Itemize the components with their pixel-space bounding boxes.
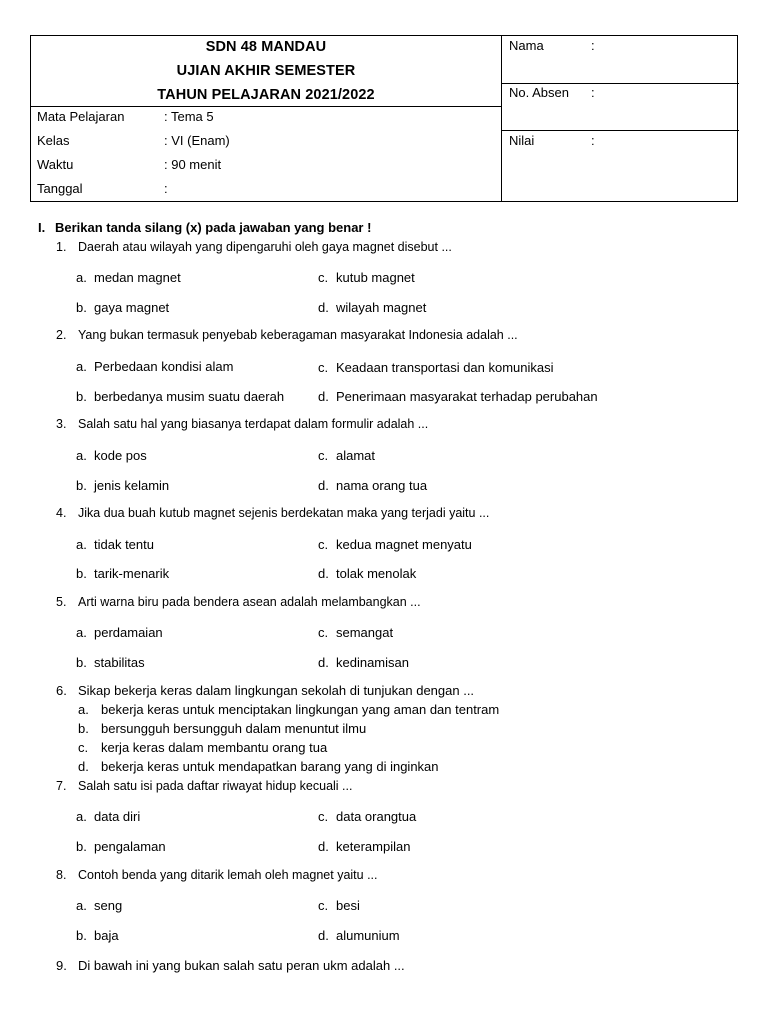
option-2c[interactable]: c. Keadaan transportasi dan komunikasi [318, 360, 554, 375]
option-6d[interactable]: d. bekerja keras untuk mendapatkan barang yang di inginkan [78, 759, 439, 774]
section-instruction-text: Berikan tanda silang (x) pada jawaban yang benar ! [55, 220, 372, 235]
question-text: Di bawah ini yang bukan salah satu peran ukm adalah ... [78, 958, 405, 973]
question-4 [56, 506, 489, 520]
option-6c[interactable]: c. kerja keras dalam membantu orang tua [78, 740, 328, 755]
option-1b[interactable]: b. gaya magnet [76, 300, 170, 315]
option-8b[interactable]: b. baja [76, 928, 119, 943]
option-1a[interactable]: a. medan magnet [76, 270, 181, 285]
question-text: Daerah atau wilayah yang dipengaruhi oleh gaya magnet disebut ... [78, 240, 452, 254]
option-1d[interactable]: d. wilayah magnet [318, 300, 427, 315]
score-field[interactable]: : [591, 133, 595, 148]
question-5 [56, 595, 421, 609]
option-5a[interactable]: a. perdamaian [76, 625, 163, 640]
option-4c[interactable]: c. kedua magnet menyatu [318, 537, 472, 552]
meta-value-date: : [164, 181, 168, 196]
option-3b[interactable]: b. jenis kelamin [76, 478, 170, 493]
header-divider-left [31, 106, 501, 107]
header-divider-right-2 [501, 130, 739, 131]
option-7b[interactable]: b. pengalaman [76, 839, 166, 854]
meta-label-time: Waktu [37, 157, 74, 172]
option-5c[interactable]: c. semangat [318, 625, 394, 640]
question-number: 4. [56, 506, 67, 520]
option-6b[interactable]: b. bersungguh bersungguh dalam menuntut ilmu [78, 721, 367, 736]
option-8c[interactable]: c. besi [318, 898, 360, 913]
option-7c[interactable]: c. data orangtua [318, 809, 417, 824]
question-number: 7. [56, 779, 67, 793]
section-number: I. [38, 220, 46, 235]
option-6a[interactable]: a. bekerja keras untuk menciptakan lingkungan yang aman dan tentram [78, 702, 500, 717]
name-field[interactable]: : [591, 38, 595, 53]
option-5d[interactable]: d. kedinamisan [318, 655, 409, 670]
option-8d[interactable]: d. alumunium [318, 928, 400, 943]
absen-field[interactable]: : [591, 85, 595, 100]
header-divider-right-1 [501, 83, 739, 84]
question-number: 9. [56, 958, 67, 973]
question-2 [56, 328, 518, 342]
option-2b[interactable]: b. berbedanya musim suatu daerah [76, 389, 285, 404]
meta-label-class: Kelas [37, 133, 70, 148]
option-5b[interactable]: b. stabilitas [76, 655, 145, 670]
option-7d[interactable]: d. keterampilan [318, 839, 411, 854]
score-field-label: Nilai [509, 133, 535, 148]
question-8 [56, 868, 378, 882]
question-text: Jika dua buah kutub magnet sejenis berdekatan maka yang terjadi yaitu ... [78, 506, 490, 520]
question-text: Sikap bekerja keras dalam lingkungan sekolah di tunjukan dengan ... [78, 683, 475, 698]
meta-label-date: Tanggal [37, 181, 83, 196]
exam-header-table [30, 35, 738, 202]
option-4a[interactable]: a. tidak tentu [76, 537, 154, 552]
question-number: 3. [56, 417, 67, 431]
section-instruction [38, 220, 371, 235]
option-4b[interactable]: b. tarik-menarik [76, 566, 170, 581]
question-text: Contoh benda yang ditarik lemah oleh magnet yaitu ... [78, 868, 378, 882]
question-text: Yang bukan termasuk penyebab keberagaman masyarakat Indonesia adalah ... [78, 328, 518, 342]
academic-year: TAHUN PELAJARAN 2021/2022 [157, 87, 375, 103]
question-number: 2. [56, 328, 67, 342]
question-3 [56, 417, 428, 431]
question-text: Arti warna biru pada bendera asean adalah melambangkan ... [78, 595, 421, 609]
question-text: Salah satu hal yang biasanya terdapat dalam formulir adalah ... [78, 417, 429, 431]
question-number: 1. [56, 240, 67, 254]
option-2a[interactable]: a. Perbedaan kondisi alam [76, 359, 234, 374]
question-number: 6. [56, 683, 67, 698]
question-6 [56, 683, 474, 698]
school-name: SDN 48 MANDAU [205, 39, 327, 55]
question-text: Salah satu isi pada daftar riwayat hidup kecuali ... [78, 779, 353, 793]
question-number: 5. [56, 595, 67, 609]
header-divider-vertical [501, 36, 502, 201]
question-7 [56, 779, 352, 793]
meta-value-time: : 90 menit [164, 157, 222, 172]
option-3d[interactable]: d. nama orang tua [318, 478, 428, 493]
option-4d[interactable]: d. tolak menolak [318, 566, 417, 581]
option-3a[interactable]: a. kode pos [76, 448, 147, 463]
name-field-label: Nama [509, 38, 544, 53]
question-1 [56, 240, 452, 254]
exam-title: UJIAN AKHIR SEMESTER [176, 63, 356, 79]
option-1c[interactable]: c. kutub magnet [318, 270, 415, 285]
meta-value-class: : VI (Enam) [164, 133, 230, 148]
question-9 [56, 958, 405, 973]
absen-field-label: No. Absen [509, 85, 569, 100]
option-2d[interactable]: d. Penerimaan masyarakat terhadap perubahan [318, 389, 598, 404]
meta-value-subject: : Tema 5 [164, 109, 214, 124]
meta-label-subject: Mata Pelajaran [37, 109, 125, 124]
option-3c[interactable]: c. alamat [318, 448, 376, 463]
option-8a[interactable]: a. seng [76, 898, 123, 913]
question-number: 8. [56, 868, 67, 882]
option-7a[interactable]: a. data diri [76, 809, 141, 824]
